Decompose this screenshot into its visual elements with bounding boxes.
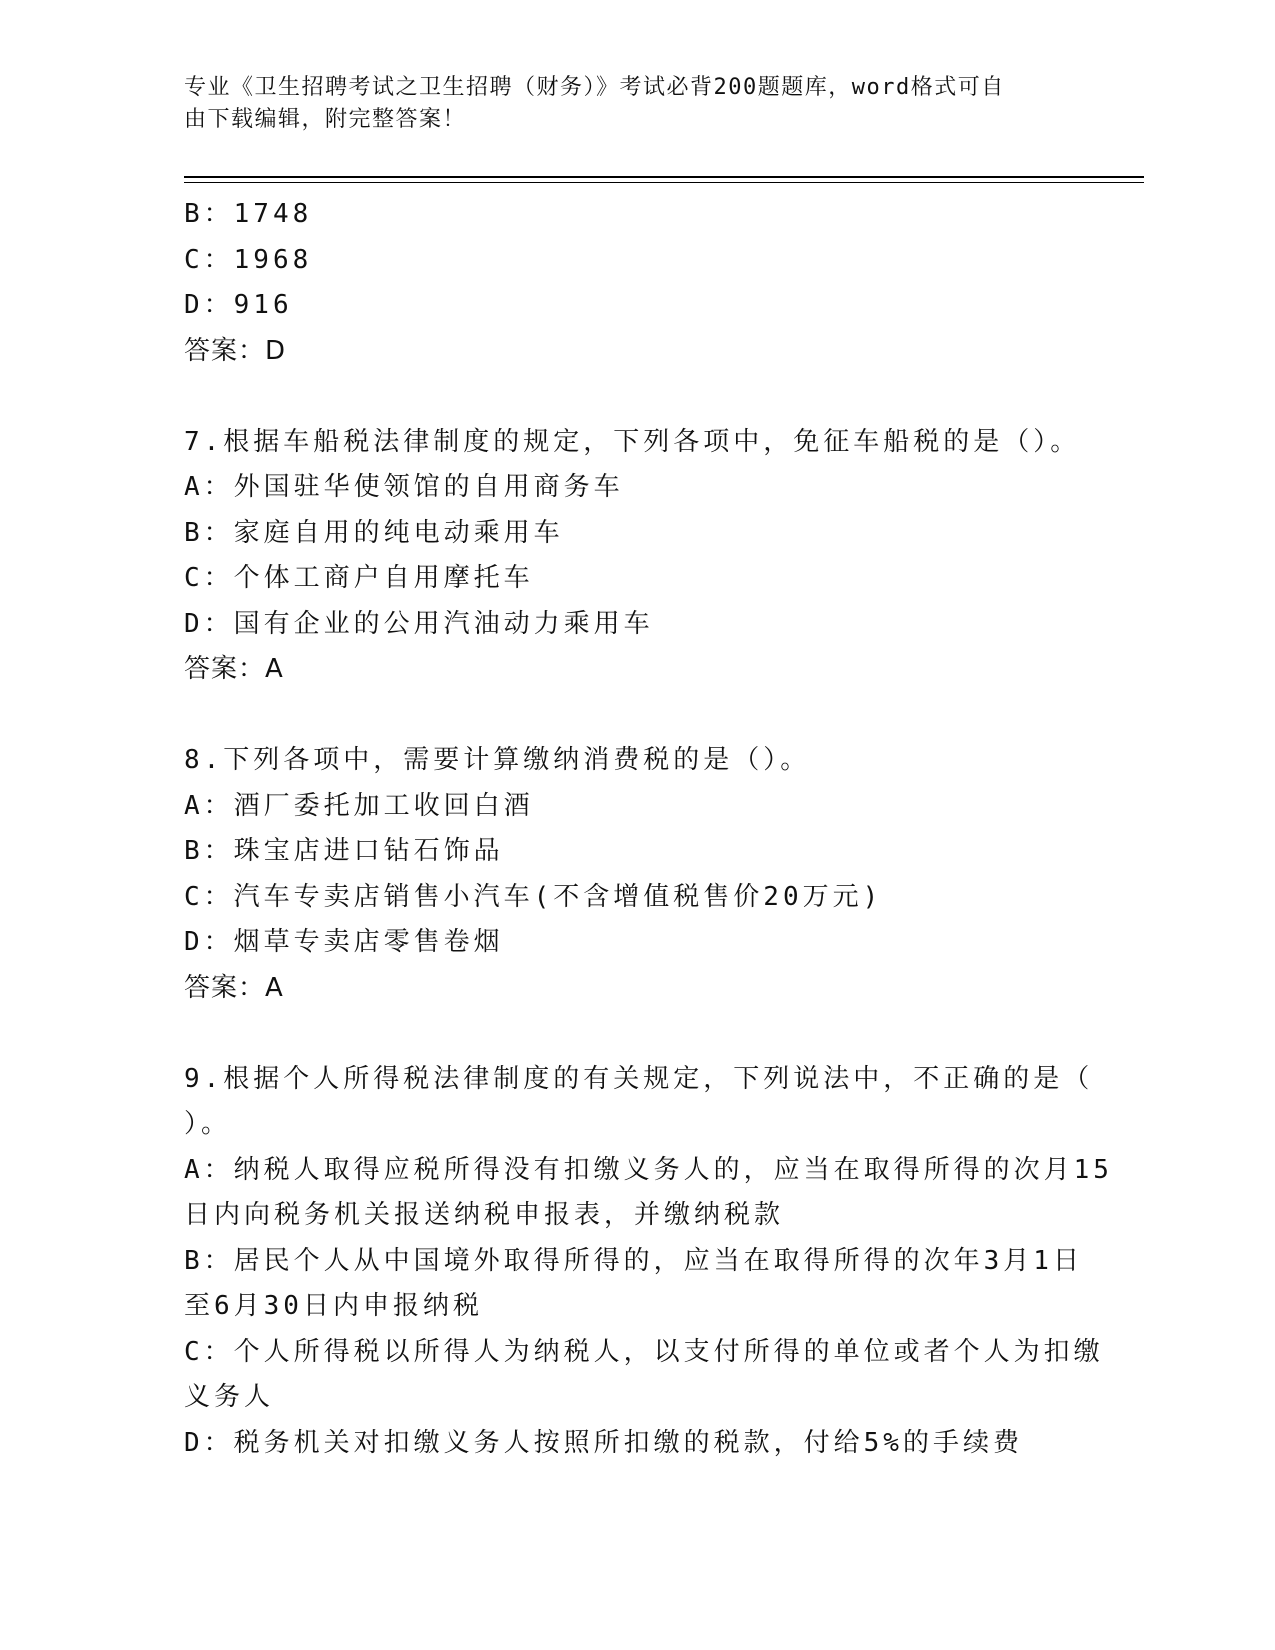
option-c: C：1968 bbox=[184, 244, 313, 275]
answer-line: 答案：A bbox=[184, 654, 284, 684]
header-rule bbox=[184, 176, 1144, 178]
option-d: D：国有企业的公用汽油动力乘用车 bbox=[184, 608, 654, 639]
spacer bbox=[184, 693, 1084, 739]
question-stem-cont: ）。 bbox=[184, 1109, 232, 1139]
option-b-cont: 至6月30日内申报纳税 bbox=[184, 1291, 483, 1321]
question-stem: 9.根据个人所得税法律制度的有关规定，下列说法中，不正确的是（ bbox=[184, 1063, 1094, 1094]
option-b: B：1748 bbox=[184, 199, 313, 229]
option-c: C：个体工商户自用摩托车 bbox=[184, 563, 534, 593]
option-d: D：税务机关对扣缴义务人按照所扣缴的税款，付给5%的手续费 bbox=[184, 1427, 1023, 1458]
answer-line: 答案：D bbox=[184, 335, 287, 366]
question-stem: 7.根据车船税法律制度的规定，下列各项中，免征车船税的是（）。 bbox=[184, 426, 1081, 457]
option-a-cont: 日内向税务机关报送纳税申报表，并缴纳税款 bbox=[184, 1200, 785, 1230]
option-a: A：纳税人取得应税所得没有扣缴义务人的，应当在取得所得的次月15 bbox=[184, 1154, 1113, 1185]
option-c-cont: 义务人 bbox=[184, 1382, 275, 1412]
header-line: 由下载编辑，附完整答案！ bbox=[184, 107, 467, 132]
option-a: A：外国驻华使领馆的自用商务车 bbox=[184, 472, 624, 502]
option-d: D：916 bbox=[184, 290, 293, 320]
spacer bbox=[184, 1011, 1084, 1057]
page-header bbox=[184, 72, 1064, 136]
spacer bbox=[184, 374, 1084, 420]
option-b: B：珠宝店进口钻石饰品 bbox=[184, 836, 504, 866]
question-stem: 8.下列各项中，需要计算缴纳消费税的是（）。 bbox=[184, 745, 811, 775]
question-9 bbox=[184, 1057, 1113, 1467]
header-rule-thin bbox=[184, 182, 1144, 183]
question-content bbox=[184, 192, 1113, 1466]
header-line: 专业《卫生招聘考试之卫生招聘（财务）》考试必背200题题库，word格式可自 bbox=[184, 75, 1005, 100]
answer-line: 答案：A bbox=[184, 972, 284, 1003]
option-b: B：居民个人从中国境外取得所得的，应当在取得所得的次年3月1日 bbox=[184, 1245, 1083, 1276]
option-d: D：烟草专卖店零售卷烟 bbox=[184, 927, 504, 957]
question-7 bbox=[184, 420, 1084, 693]
question-8 bbox=[184, 738, 1084, 1011]
option-c: C：个人所得税以所得人为纳税人，以支付所得的单位或者个人为扣缴 bbox=[184, 1336, 1104, 1367]
previous-question-tail bbox=[184, 192, 1084, 374]
option-a: A：酒厂委托加工收回白酒 bbox=[184, 790, 534, 821]
option-c: C：汽车专卖店销售小汽车(不含增值税售价20万元) bbox=[184, 881, 883, 912]
option-b: B：家庭自用的纯电动乘用车 bbox=[184, 517, 564, 548]
